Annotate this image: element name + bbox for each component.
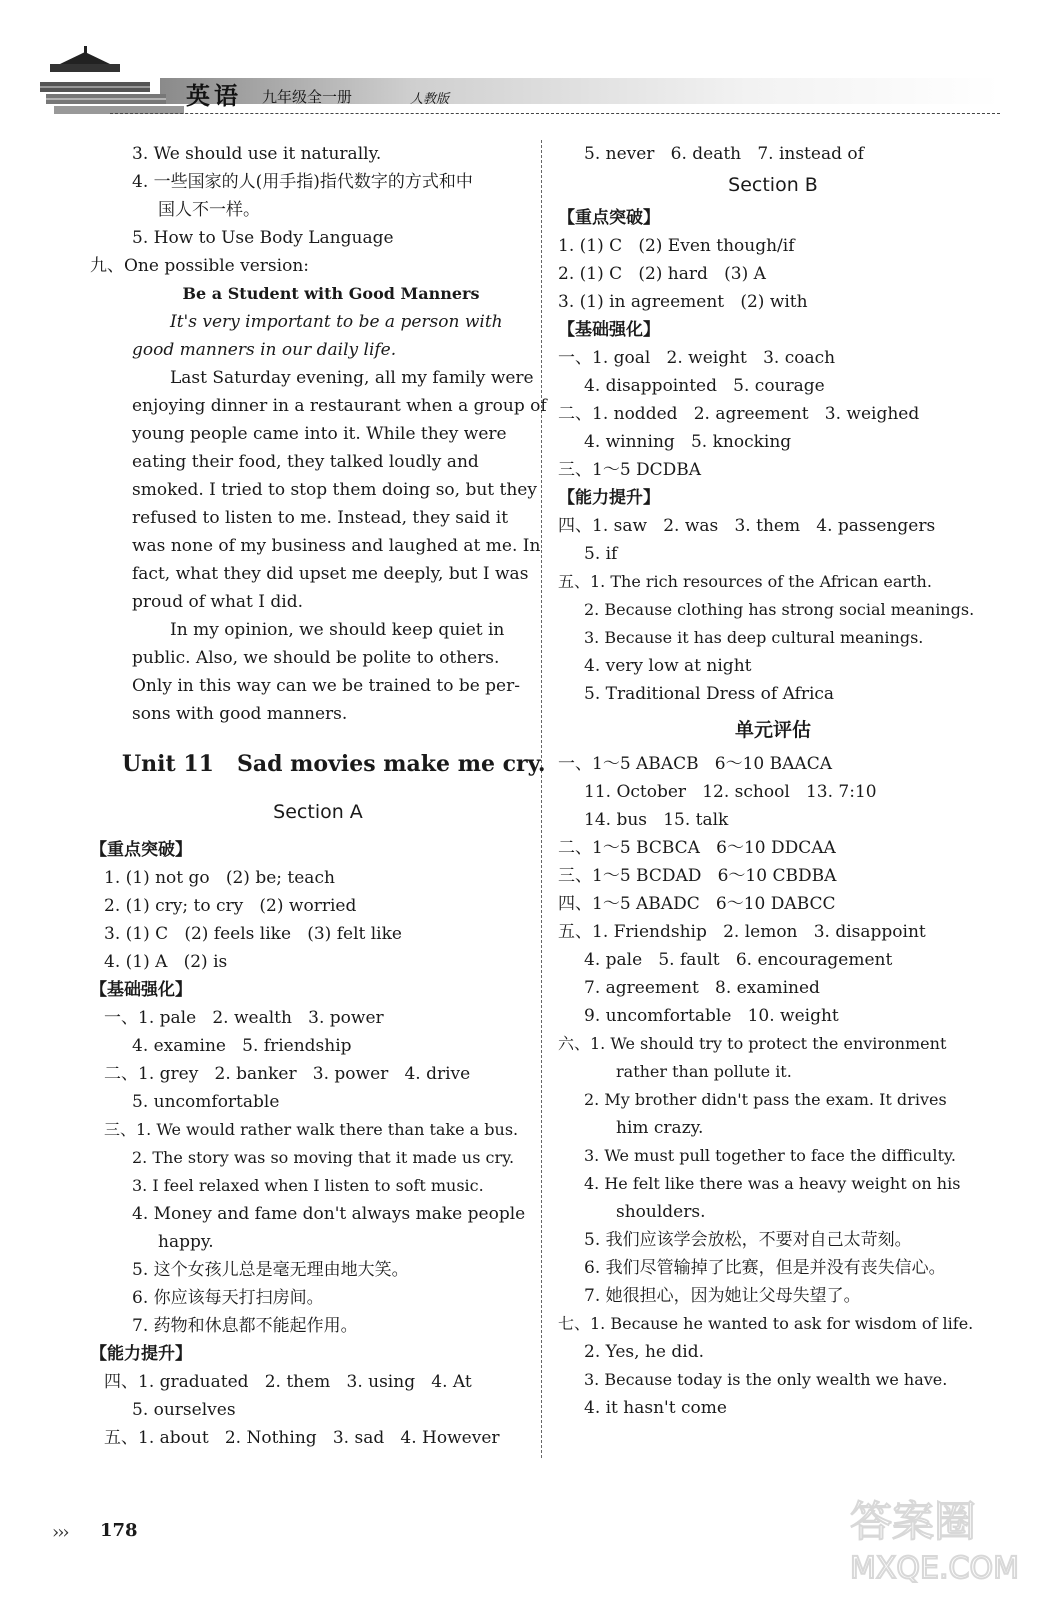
essay-line: public. Also, we should be polite to others. — [132, 648, 500, 668]
answer-line: 4. He felt like there was a heavy weight on his — [584, 1174, 961, 1193]
answer-line: 四、1. saw 2. was 3. them 4. passengers — [558, 516, 936, 536]
answer-line: 4. 一些国家的人(用手指)指代数字的方式和中 — [132, 172, 473, 192]
answer-line: 3. Because today is the only wealth we have. — [584, 1370, 948, 1389]
answer-line: 4. (1) A (2) is — [104, 952, 228, 972]
answer-line: 3. I feel relaxed when I listen to soft music. — [132, 1176, 484, 1195]
watermark-logo — [840, 1486, 1030, 1586]
answer-line: 五、1. about 2. Nothing 3. sad 4. However — [104, 1428, 500, 1448]
essay-line: In my opinion, we should keep quiet in — [170, 620, 505, 640]
jc-label: 【基础强化】 — [90, 980, 192, 1000]
answer-line: 5. ourselves — [132, 1400, 236, 1420]
answer-line: happy. — [158, 1232, 214, 1252]
nl-label: 【能力提升】 — [558, 488, 660, 508]
header-title: 英语 — [186, 81, 242, 110]
answer-line: 三、1～5 BCDAD 6～10 CBDBA — [558, 866, 837, 886]
answer-line: 五、1. Friendship 2. lemon 3. disappoint — [558, 922, 926, 942]
answer-line: 4. winning 5. knocking — [584, 432, 792, 452]
answer-line: 一、1. goal 2. weight 3. coach — [558, 348, 836, 368]
answer-line: 2. The story was so moving that it made us cry. — [132, 1148, 515, 1167]
answer-line: 7. 她很担心，因为她让父母失望了。 — [584, 1286, 861, 1306]
zd-label: 【重点突破】 — [90, 840, 192, 860]
answer-line: 4. pale 5. fault 6. encouragement — [584, 950, 893, 970]
watermark-bottom: MXQE.COM — [850, 1551, 1019, 1586]
answer-line: 3. We must pull together to face the difficulty. — [584, 1146, 956, 1165]
answer-line: 二、1～5 BCBCA 6～10 DDCAA — [558, 838, 836, 858]
answer-line: 四、1～5 ABADC 6～10 DABCC — [558, 894, 836, 914]
essay-lead: good manners in our daily life. — [132, 340, 397, 360]
answer-line: him crazy. — [616, 1118, 704, 1138]
answer-line: 4. very low at night — [584, 656, 752, 676]
essay-line: eating their food, they talked loudly and — [132, 452, 479, 472]
section-nine-label: 九、One possible version: — [90, 256, 309, 276]
section-b-title: Section B — [728, 174, 818, 196]
essay-line: Only in this way can we be trained to be per- — [132, 676, 520, 696]
header-edition: 人教版 — [410, 92, 450, 107]
page-number: 178 — [100, 1520, 138, 1541]
essay-title: Be a Student with Good Manners — [182, 284, 480, 303]
answer-line: 11. October 12. school 13. 7:10 — [584, 782, 877, 802]
answer-line: 2. My brother didn't pass the exam. It drives — [584, 1090, 947, 1109]
answer-line: 1. (1) C (2) Even though/if — [558, 236, 795, 256]
answer-line: 4. disappointed 5. courage — [584, 376, 825, 396]
essay-line: enjoying dinner in a restaurant when a group of — [132, 396, 547, 416]
answer-line: 7. agreement 8. examined — [584, 978, 820, 998]
answer-line: 5. 我们应该学会放松，不要对自己太苛刻。 — [584, 1230, 912, 1250]
answer-line: 6. 你应该每天打扫房间。 — [132, 1288, 324, 1308]
answer-line: 9. uncomfortable 10. weight — [584, 1006, 839, 1026]
answer-line: 1. (1) not go (2) be; teach — [104, 868, 335, 888]
answer-line: 五、1. The rich resources of the African earth. — [558, 572, 932, 591]
footer-arrows-icon: ››› — [52, 1522, 68, 1543]
answer-line: 7. 药物和休息都不能起作用。 — [132, 1316, 358, 1336]
page-header — [0, 0, 1041, 130]
answer-line: 3. (1) in agreement (2) with — [558, 292, 808, 312]
answer-line: 4. it hasn't come — [584, 1398, 727, 1418]
essay-lead: It's very important to be a person with — [170, 312, 503, 332]
left-column — [90, 140, 547, 1452]
essay-line: fact, what they did upset me deeply, but I was — [132, 564, 529, 584]
essay-line: proud of what I did. — [132, 592, 304, 612]
header-grade: 九年级全一册 — [262, 88, 353, 106]
essay-line: Last Saturday evening, all my family were — [170, 368, 534, 388]
answer-line: rather than pollute it. — [616, 1062, 792, 1081]
zd-label: 【重点突破】 — [558, 208, 660, 228]
answer-line: 四、1. graduated 2. them 3. using 4. At — [104, 1372, 472, 1392]
watermark-top: 答案圈 — [850, 1497, 977, 1546]
answer-line: 三、1. We would rather walk there than take a bus. — [104, 1120, 519, 1139]
answer-line: 3. Because it has deep cultural meanings. — [584, 628, 924, 647]
essay-line: was none of my business and laughed at me. In — [132, 536, 541, 556]
answer-line: 三、1～5 DCDBA — [558, 460, 702, 480]
answer-line: 14. bus 15. talk — [584, 810, 729, 830]
answer-line: 5. uncomfortable — [132, 1092, 280, 1112]
answer-line: 一、1. pale 2. wealth 3. power — [104, 1008, 384, 1028]
answer-line: 二、1. nodded 2. agreement 3. weighed — [558, 404, 920, 424]
nl-label: 【能力提升】 — [90, 1344, 192, 1364]
answer-line: 二、1. grey 2. banker 3. power 4. drive — [104, 1064, 471, 1084]
answer-line: 七、1. Because he wanted to ask for wisdom of life. — [558, 1314, 974, 1333]
answer-line: 六、1. We should try to protect the environment — [558, 1034, 947, 1053]
essay-line: refused to listen to me. Instead, they said it — [132, 508, 509, 528]
jc-label: 【基础强化】 — [558, 320, 660, 340]
header-divider — [110, 113, 1000, 114]
right-column — [558, 140, 988, 1422]
answer-line: 5. never 6. death 7. instead of — [584, 144, 864, 164]
answer-line: 国人不一样。 — [158, 200, 260, 220]
answer-line: shoulders. — [616, 1202, 706, 1222]
answer-line: 5. How to Use Body Language — [132, 228, 394, 248]
answer-line: 4. Money and fame don't always make people — [132, 1204, 526, 1224]
answer-line: 2. Because clothing has strong social meanings. — [584, 600, 975, 619]
graduation-books-icon — [40, 42, 190, 122]
column-divider — [541, 140, 542, 1458]
answer-line: 4. examine 5. friendship — [132, 1036, 352, 1056]
essay-line: sons with good manners. — [132, 704, 348, 724]
answer-line: 5. if — [584, 544, 618, 564]
answer-line: 2. (1) C (2) hard (3) A — [558, 264, 766, 284]
answer-line: 5. Traditional Dress of Africa — [584, 684, 835, 704]
essay-line: young people came into it. While they were — [132, 424, 507, 444]
answer-line: 6. 我们尽管输掉了比赛，但是并没有丧失信心。 — [584, 1258, 946, 1278]
answer-line: 2. (1) cry; to cry (2) worried — [104, 896, 357, 916]
answer-line: 3. (1) C (2) feels like (3) felt like — [104, 924, 402, 944]
answer-line: 3. We should use it naturally. — [132, 144, 382, 164]
unit-title: Unit 11 Sad movies make me cry. — [122, 751, 546, 777]
section-a-title: Section A — [273, 801, 363, 823]
answer-line: 5. 这个女孩儿总是毫无理由地大笑。 — [132, 1260, 409, 1280]
essay-line: smoked. I tried to stop them doing so, but they — [132, 480, 537, 500]
answer-line: 一、1～5 ABACB 6～10 BAACA — [558, 754, 832, 774]
unit-eval-title: 单元评估 — [734, 719, 811, 741]
answer-line: 2. Yes, he did. — [584, 1342, 704, 1362]
